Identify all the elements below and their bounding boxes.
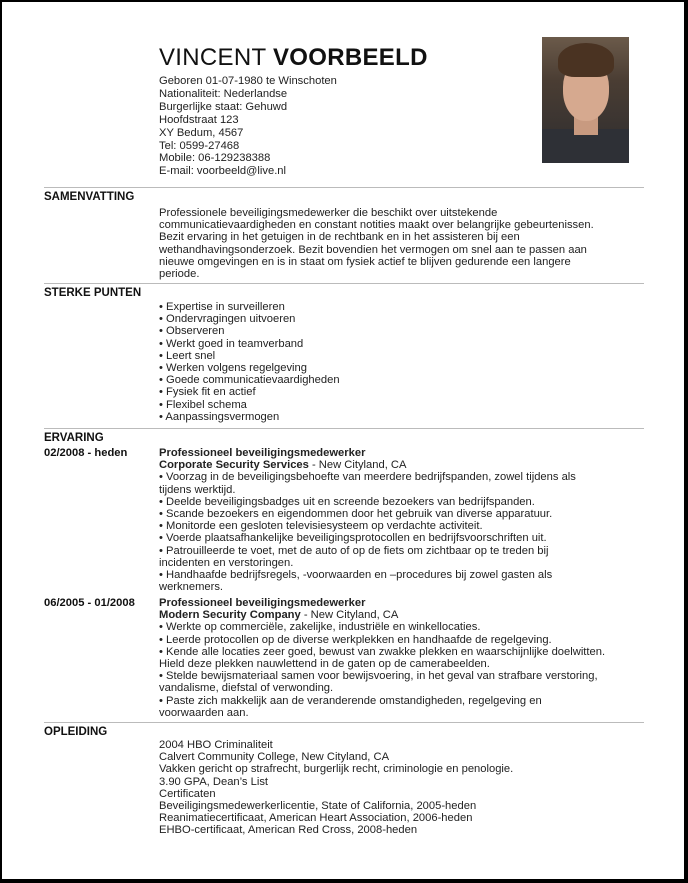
list-item: • Werken volgens regelgeving <box>159 362 307 375</box>
last-name: VOORBEELD <box>272 44 428 71</box>
school: Calvert Community College, New Cityland, CA <box>159 751 390 764</box>
certificates-heading: Certificaten <box>159 787 216 800</box>
certificate: Reanimatiecertificaat, American Heart Association, 2006-heden <box>159 812 473 825</box>
strengths-heading: STERKE PUNTEN <box>44 287 142 299</box>
section-divider <box>44 283 644 284</box>
list-item: • Fysiek fit en actief <box>159 386 256 399</box>
strengths-list <box>159 301 340 423</box>
degree: 2004 HBO Criminaliteit <box>159 739 273 751</box>
job-company: Modern Security Company - New Cityland, CA <box>159 609 399 622</box>
marital-status: Burgerlijke staat: Gehuwd <box>159 100 288 113</box>
first-name: VINCENT <box>159 44 267 71</box>
job-company: Corporate Security Services - New Cityland, CA <box>159 459 407 472</box>
birth-info: Geboren 01-07-1980 te Winschoten <box>159 75 337 87</box>
job-title: Professioneel beveiligingsmedewerker <box>159 597 366 609</box>
education-details <box>159 739 513 837</box>
certificate: EHBO-certificaat, American Red Cross, 2008-heden <box>159 824 418 837</box>
list-item: • Observeren <box>159 325 225 338</box>
list-item: • Aanpassingsvermogen <box>159 410 280 423</box>
job-entry: Professioneel beveiligingsmedewerker Corporate Security Services - New Cityland, CA • Voorzag in de beveiligingsbehoefte van meerdere bedrijfspanden, zowel tijdens als tijdens werktijd. • Deelde beveiligingsbadges uit en screende bezoekers van bedrijfspanden. • Scande bezoekers en eigendommen door het gebruik van diverse apparatuur. • Monitorde een gesloten televisiesysteem op verdachte activiteit. • Voerde plaatsafhankelijke beveiligingsprotocollen en bedrijfsvoorschriften uit. • Patrouilleerde te voet, met de auto of op de fiets om zichtbaar op te treden bij incidenten en verstoringen. • Handhaafde bedrijfsregels, -voorwaarden en –procedures bij zowel gasten als werknemers. <box>159 447 649 593</box>
mobile: Mobile: 06-129238388 <box>159 152 271 165</box>
job-title: Professioneel beveiligingsmedewerker <box>159 447 366 459</box>
section-divider <box>44 722 644 723</box>
job-entry: Professioneel beveiligingsmedewerker Modern Security Company - New Cityland, CA • Werkte op commerciële, zakelijke, industriële en winkellocaties. • Leerde protocollen op de diverse werkplekken en handhaafde de regelgeving. • Kende alle locaties zeer goed, bewust van zwakke plekken en waarschijnlijke doelwitten. Hield deze plekken nauwlettend in de gaten op de camerabeelden. • Stelde bewijsmateriaal samen voor bewijsvoering, in het geval van strafbare verstoring, vandalisme, diefstal of verwonding. • Paste zich makkelijk aan de veranderende omstandigheden, regelgeving en voorwaarden aan. <box>159 597 649 719</box>
contact-details <box>159 75 337 178</box>
postal-city: XY Bedum, 4567 <box>159 126 244 139</box>
street-address: Hoofdstraat 123 <box>159 113 239 126</box>
job-dates: 02/2008 - heden <box>44 447 128 459</box>
education-heading: OPLEIDING <box>44 726 108 738</box>
list-item: • Werkt goed in teamverband <box>159 337 304 350</box>
candidate-name <box>159 44 428 72</box>
summary-heading: SAMENVATTING <box>44 191 135 203</box>
nationality: Nationaliteit: Nederlandse <box>159 87 288 100</box>
email: E-mail: voorbeeld@live.nl <box>159 165 287 178</box>
summary-text: Professionele beveiligingsmedewerker die beschikt over uitstekende communicatievaardigheden en constant notities maakt over belangrijke gebeurtenissen. Bezit ervaring in het getuigen in de rechtbank en in het assisteren bij een wethandhavingsonderzoek. Bezit bovendien het vermogen om snel aan te passen aan nieuwe omgevingen en is in staat om fysiek actief te blijven gedurende een langere periode. <box>159 207 594 281</box>
section-divider <box>44 187 644 188</box>
gpa: 3.90 GPA, Dean’s List <box>159 775 269 788</box>
profile-photo <box>542 37 629 163</box>
phone: Tel: 0599-27468 <box>159 139 240 152</box>
list-item: • Expertise in surveilleren <box>159 301 285 313</box>
experience-heading: ERVARING <box>44 432 104 444</box>
list-item: • Ondervragingen uitvoeren <box>159 313 296 326</box>
section-divider <box>44 428 644 429</box>
list-item: • Goede communicatievaardigheden <box>159 374 340 387</box>
certificate: Beveiligingsmedewerkerlicentie, State of California, 2005-heden <box>159 800 477 813</box>
list-item: • Leert snel <box>159 349 216 362</box>
list-item: • Flexibel schema <box>159 398 247 411</box>
resume-page <box>2 2 684 879</box>
courses: Vakken gericht op strafrecht, burgerlijk recht, criminologie en penologie. <box>159 763 514 776</box>
job-dates: 06/2005 - 01/2008 <box>44 597 135 609</box>
